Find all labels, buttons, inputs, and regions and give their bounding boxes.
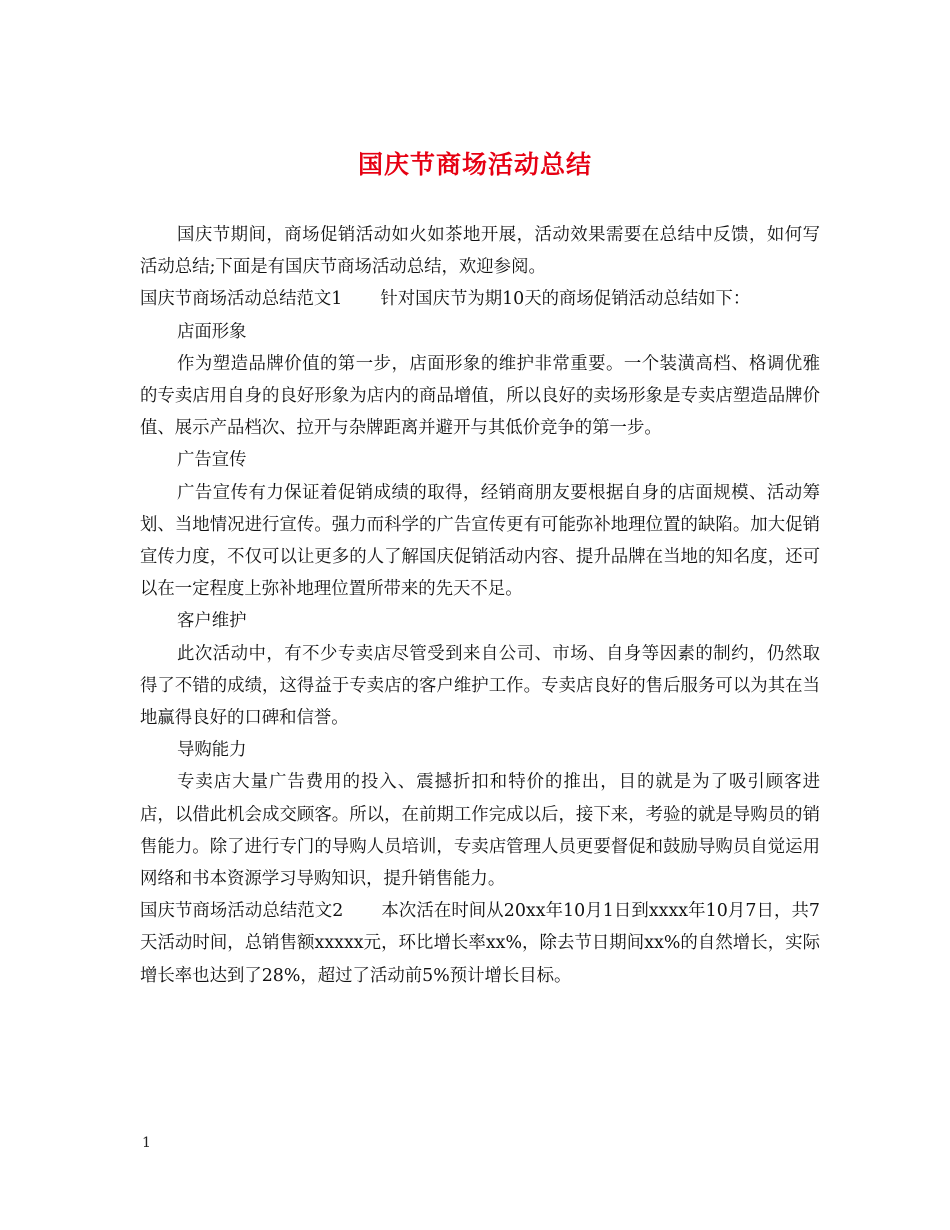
section-paragraph: 广告宣传有力保证着促销成绩的取得，经销商朋友要根据自身的店面规模、活动筹划、当地情况进行宣传。强力而科学的广告宣传更有可能弥补地理位置的缺陷。加大促销宣传力度，不仅可以让更多的人了解国庆促销活动内容、提升品牌在当地的知名度，还可以在一定程度上弥补地理位置所带来的先天不足。 — [140, 482, 820, 600]
sample-1-label: 国庆节商场活动总结范文1 — [140, 289, 343, 310]
document-body — [140, 219, 820, 992]
section-heading: 广告宣传 — [177, 450, 247, 471]
section-heading: 导购能力 — [177, 740, 247, 761]
intro-paragraph: 国庆节期间，商场促销活动如火如茶地开展，活动效果需要在总结中反馈，如何写活动总结;下面是有国庆节商场活动总结，欢迎参阅。 — [140, 225, 820, 278]
section-heading: 客户维护 — [177, 611, 247, 632]
section-paragraph: 此次活动中，有不少专卖店尽管受到来自公司、市场、自身等因素的制约，仍然取得了不错的成绩，这得益于专卖店的客户维护工作。专卖店良好的售后服务可以为其在当地赢得良好的口碑和信誉。 — [140, 643, 820, 729]
sample-2-lead: 本次活在时间从20xx年10月1日到xxxx年10月7日，共7天活动时间，总销售额xxxxx元，环比增长率xx%，除去节日期间xx%的自然增长，实际增长率也达到了28%，超过了活动前5%预计增长目标。 — [140, 901, 820, 986]
document-title: 国庆节商场活动总结 — [357, 150, 592, 179]
section-paragraph: 作为塑造品牌价值的第一步，店面形象的维护非常重要。一个装潢高档、格调优雅的专卖店用自身的良好形象为店内的商品增值，所以良好的卖场形象是专卖店塑造品牌价值、展示产品档次、拉开与杂牌距离并避开与其低价竞争的第一步。 — [140, 353, 820, 439]
sample-2-label: 国庆节商场活动总结范文2 — [140, 901, 344, 922]
page-number: 1 — [142, 1135, 151, 1151]
sample-1-lead: 针对国庆节为期10天的商场促销活动总结如下： — [380, 289, 751, 310]
section-paragraph: 专卖店大量广告费用的投入、震撼折扣和特价的推出，目的就是为了吸引顾客进店，以借此机会成交顾客。所以，在前期工作完成以后，接下来，考验的就是导购员的销售能力。除了进行专门的导购人员培训，专卖店管理人员更要督促和鼓励导购员自觉运用网络和书本资源学习导购知识，提升销售能力。 — [140, 772, 820, 890]
sample-1-line — [140, 283, 820, 315]
sample-2-paragraph — [140, 895, 820, 992]
section-heading: 店面形象 — [177, 321, 247, 342]
